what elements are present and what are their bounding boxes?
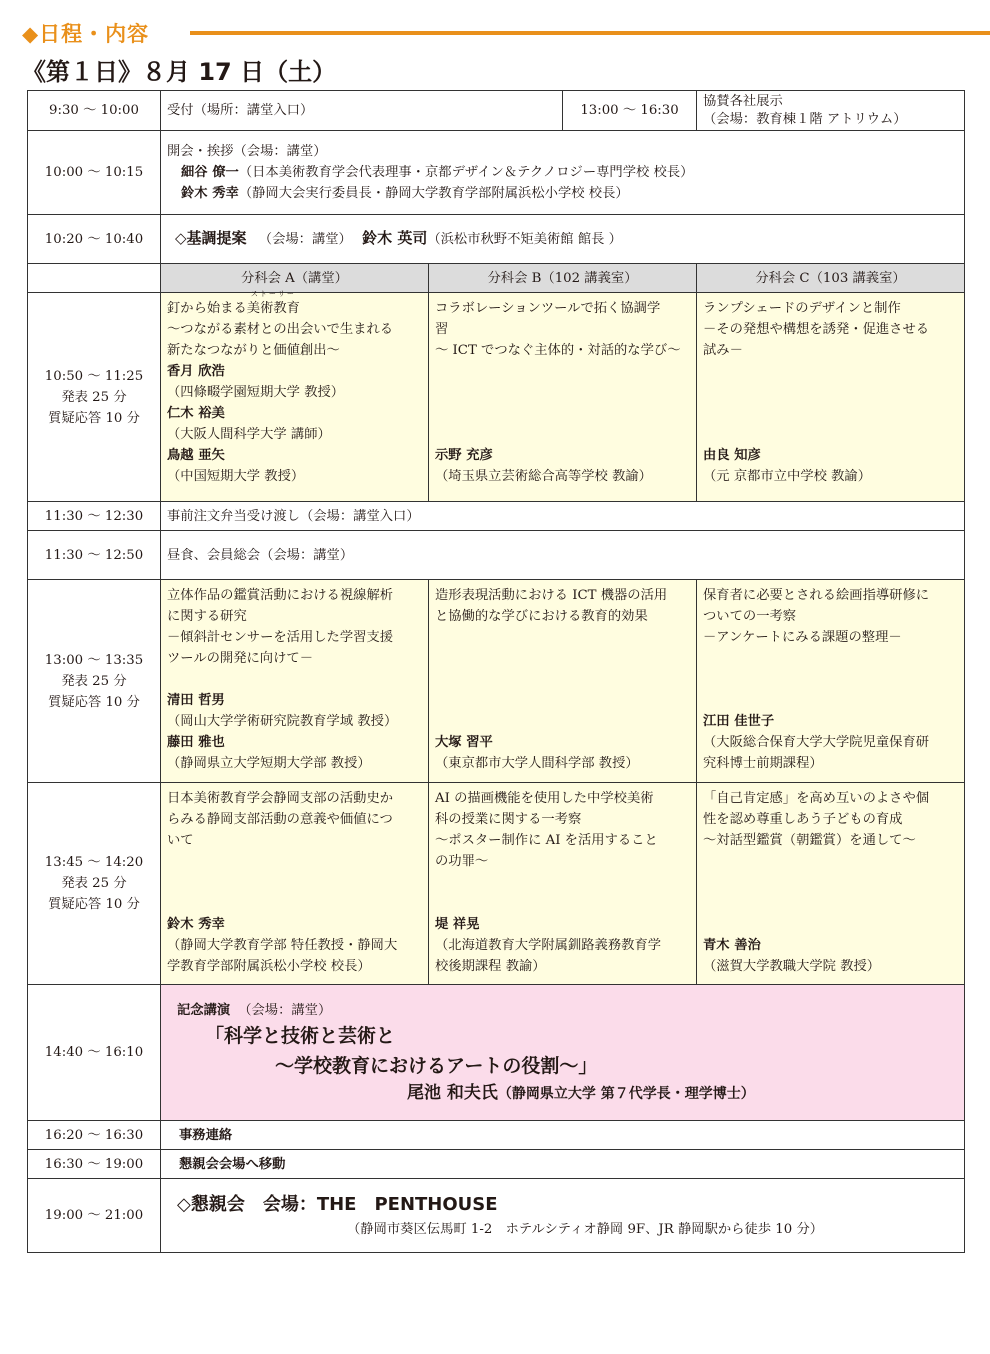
lunch-pickup-cell: 事前注文弁当受け渡し（会場：講堂入口） [161,502,965,531]
pres-title: ～ ICT でつなぐ主体的・対話的な学び～ [435,343,681,358]
table-row [28,293,965,502]
party-address: （静岡市葵区伝馬町 1-2 ホテルシティオ静岡 9F、JR 静岡駅から徒歩 10 分） [347,1222,824,1237]
block-sub: 発表 25 分 [61,673,127,689]
block-sub: 発表 25 分 [61,876,127,891]
pres-title: 新たなつながりと価値創出～ [167,343,340,358]
pres-title: －アンケートにみる課題の整理－ [703,630,902,645]
time-cell: 14:40 ～ 16:10 [28,985,161,1121]
pres-title: －傾斜計センサーを活用した学習支援 [167,630,394,645]
pres-title: 保育者に必要とされる絵画指導研修に [703,588,930,603]
pres-title: AI の描画機能を使用した中学校美術 [435,791,654,806]
session-b-header: 分科会 B（102 講義室） [429,264,697,293]
table-row [28,1121,965,1150]
presenter-affiliation: （岡山大学学術研究院教育学域 教授） [167,714,398,729]
title-part: 釘から始まる [167,301,247,316]
presenter-affiliation: 究科博士前期課程） [703,756,823,771]
party-cell [161,1179,965,1253]
pres-title: ～対話型鑑賞（朝鑑賞）を通して～ [703,833,916,848]
presentation-cell [429,580,697,783]
speaker-role: （静岡大会実行委員長・静岡大学教育学部附属浜松小学校 校長） [238,186,629,201]
presenter-name: 鳥越 亜矢 [167,448,225,463]
keynote-venue: （会場：講堂） [258,232,352,247]
table-row [28,985,965,1121]
presenter-affiliation: （静岡県立大学短期大学部 教授） [167,756,371,771]
presentation-cell [697,783,965,985]
title-part: 美術教育 [246,301,300,316]
block-sub: 発表 25 分 [61,389,127,405]
pres-title: ついての一考察 [703,609,797,624]
time-cell: 11:30 ～ 12:30 [28,502,161,531]
speaker-role: （日本美術教育学会代表理事・京都デザイン＆テクノロジー専門学校 校長） [238,165,694,180]
pres-title: ランプシェードのデザインと制作 [703,301,901,316]
presentation-cell [697,580,965,783]
day-title: 《第１日》８月 17 日（土） [22,58,337,86]
presenter-affiliation: （大阪人間科学大学 講師） [167,427,331,442]
spacer [167,669,422,690]
block-time: 13:45 ～ 14:20 [44,855,144,870]
presenter-name: 青木 善治 [703,938,761,953]
presenter-affiliation: （大阪総合保育大学大学院児童保育研 [703,735,930,750]
pres-title: 日本美術教育学会静岡支部の活動史か [167,791,394,806]
lecture-header [177,1000,958,1021]
spacer [703,648,958,711]
table-row [28,1150,965,1179]
pres-title: 試み－ [703,343,743,358]
presenter-name: 大塚 習平 [435,735,493,750]
table-row [28,131,965,215]
presentation-cell [429,293,697,502]
schedule-table [27,90,965,1253]
spacer [435,361,690,445]
ruby-reading: ストーリー [250,290,296,298]
lunch-meeting-cell: 昼食、会員総会（会場：講堂） [161,531,965,580]
lecture-title: 「科学と技術と芸術と [205,1025,396,1047]
presenter-affiliation: （北海道教育大学附属釧路義務教育学 [435,938,662,953]
pres-title: 立体作品の鑑賞活動における視線解析 [167,588,394,603]
table-row [28,502,965,531]
keynote-label: ◇基調提案 [175,229,247,247]
table-row [28,91,965,131]
pres-title: 習 [435,322,449,337]
time-cell: 16:30 ～ 19:00 [28,1150,161,1179]
lecture-cell [161,985,965,1121]
block-sub: 質疑応答 10 分 [48,694,140,710]
presenter-name: 仁木 裕美 [167,406,225,421]
pres-title: 性を認め尊重しあう子どもの育成 [703,812,903,827]
pres-title: ～ポスター制作に AI を活用すること [435,833,658,848]
time-cell: 13:00 ～ 16:30 [563,91,697,131]
pres-title: に関する研究 [167,609,247,624]
pres-title: 造形表現活動における ICT 機器の活用 [435,588,668,603]
presenter-affiliation: （静岡大学教育学部 特任教授・静岡大 [167,938,398,953]
presenter-name: 清田 哲男 [167,693,225,708]
keynote-role: （浜松市秋野不矩美術館 館長 ） [427,232,622,247]
opening-title: 開会・挨拶（会場：講堂） [167,144,327,159]
lecture-label: 記念講演 [177,1003,231,1018]
presenter-name: 鈴木 秀幸 [167,917,225,932]
spacer [435,872,690,914]
exhibit-title: 協賛各社展示 [703,93,783,109]
party-title: ◇懇親会 会場：THE PENTHOUSE [177,1194,498,1215]
lecture-venue: （会場：講堂） [238,1003,332,1018]
presenter-name: 堤 祥晃 [435,917,480,932]
time-cell [28,783,161,985]
time-cell [28,580,161,783]
keynote-cell [161,215,965,264]
block-time: 10:50 ～ 11:25 [44,368,144,384]
time-cell: 10:20 ～ 10:40 [28,215,161,264]
spacer [167,851,422,914]
session-a-header: 分科会 A（講堂） [161,264,429,293]
time-cell: 16:20 ～ 16:30 [28,1121,161,1150]
presenter-affiliation: （埼玉県立芸術総合高等学校 教諭） [435,469,652,484]
table-row [28,1179,965,1253]
presenter-name: 由良 知彦 [703,448,761,463]
block-sub: 質疑応答 10 分 [48,897,140,912]
presentation-cell [161,783,429,985]
speaker-line [167,162,958,183]
opening-cell [161,131,965,215]
presenter-affiliation: （東京都市大学人間科学部 教授） [435,756,639,771]
lecture-title: ～学校教育におけるアートの役割～」 [275,1055,598,1077]
table-row [28,531,965,580]
presenter-affiliation: （四條畷学園短期大学 教授） [167,385,345,400]
exhibit-cell [697,91,965,131]
pres-title: ～つながる素材との出会いで生まれる [167,322,394,337]
speaker-line [167,183,958,204]
time-cell: 9:30 ～ 10:00 [28,91,161,131]
empty-cell [28,264,161,293]
presenter-affiliation: （中国短期大学 教授） [167,469,305,484]
table-row [28,264,965,293]
presenter-name: 江田 佳世子 [703,714,775,729]
block-sub: 質疑応答 10 分 [48,410,140,426]
time-cell [28,293,161,502]
time-cell: 11:30 ～ 12:50 [28,531,161,580]
presentation-cell [161,580,429,783]
pres-title: の功罪～ [435,854,489,869]
speaker-name: 細谷 僚一 [181,165,239,180]
pres-title: いて [167,833,194,848]
table-row [28,580,965,783]
pres-title: －その発想や構想を誘発・促進させる [703,322,930,337]
pres-title: らみる静岡支部活動の意義や価値につ [167,812,393,827]
block-time: 13:00 ～ 13:35 [44,652,144,668]
section-title: ◆日程・内容 [22,22,150,46]
speaker-name: 鈴木 秀幸 [181,186,239,201]
reception-cell: 受付（場所：講堂入口） [161,91,563,131]
table-row [28,215,965,264]
presenter-affiliation: （滋賀大学教職大学院 教授） [703,959,881,974]
admin-cell: 事務連絡 [161,1121,965,1150]
table-row [28,783,965,985]
time-cell: 19:00 ～ 21:00 [28,1179,161,1253]
presentation-cell [161,290,429,502]
ruby-text [246,290,300,316]
presenter-affiliation: （元 京都市立中学校 教諭） [703,469,872,484]
session-c-header: 分科会 C（103 講義室） [697,264,965,293]
move-cell: 懇親会会場へ移動 [161,1150,965,1179]
pres-title [167,290,422,319]
lecturer-name: 尾池 和夫氏 [407,1083,498,1103]
spacer [703,361,958,445]
spacer [703,851,958,935]
pres-title: 「自己肯定感」を高め互いのよさや個 [703,791,930,806]
time-cell: 10:00 ～ 10:15 [28,131,161,215]
pres-title: 科の授業に関する一考察 [435,812,582,827]
presenter-affiliation: 校後期課程 教諭） [435,959,546,974]
presenter-name: 示野 充彦 [435,448,493,463]
section-header [22,16,990,52]
keynote-name: 鈴木 英司 [362,229,428,247]
exhibit-venue: （会場：教育棟１階 アトリウム） [703,111,907,127]
presenter-name: 香月 欣浩 [167,364,225,379]
lecturer-role: （静岡県立大学 第７代学長・理学博士） [497,1086,755,1102]
lecturer-line [177,1083,958,1105]
pres-title: と協働的な学びにおける教育的効果 [435,609,648,624]
header-rule [190,31,990,35]
presentation-cell [697,293,965,502]
pres-title: コラボレーションツールで拓く協調学 [435,301,661,316]
pres-title: ツールの開発に向けて－ [167,651,313,666]
presenter-affiliation: 学教育学部附属浜松小学校 校長） [167,959,371,974]
presenter-name: 藤田 雅也 [167,735,225,750]
spacer [435,627,690,732]
presentation-cell [429,783,697,985]
